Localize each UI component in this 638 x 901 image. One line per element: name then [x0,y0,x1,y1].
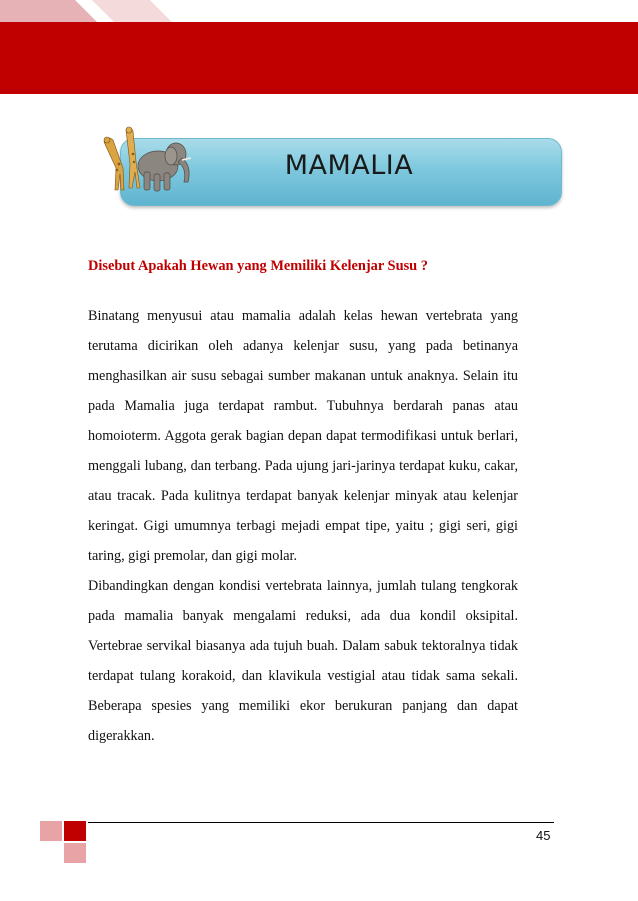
paragraph: Binatang menyusui atau mamalia adalah kelas hewan vertebrata yang terutama dicirikan oleh adanya kelenjar susu, yang pada betinanya menghasilkan air susu sebagai sumber makanan untuk anaknya. Selain itu pada Mamalia juga terdapat rambut. Tubuhnya berdarah panas atau homoioterm. Aggota gerak bagian depan dapat termodifikasi untuk berlari, menggali lubang, dan terbang. Pada ujung jari-jarinya terdapat kuku, cakar, atau tracak. Pada kulitnya terdapat banyak kelenjar minyak atau kelenjar keringat. Gigi umumnya terbagi mejadi empat tipe, yaitu ; gigi seri, gigi taring, gigi premolar, dan gigi molar. [88,308,518,564]
paragraph: Dibandingkan dengan kondisi vertebrata lainnya, jumlah tulang tengkorak pada mamalia banyak mengalami reduksi, ada dua kondil oksipital. Vertebrae servikal biasanya ada tujuh buah. Dalam sabuk tektoralnya tidak terdapat tulang korakoid, dan klavikula vestigial atau tidak sama sekali. Beberapa spesies yang memiliki ekor berukuran panjang dan dapat digerakkan. [88,578,518,744]
footer-rule [88,822,554,823]
header-band [0,0,638,94]
chapter-title: MAMALIA [284,150,414,181]
body-text [88,301,518,751]
giraffe-elephant-icon [96,124,196,196]
footer-squares [40,821,88,865]
page-number: 45 [536,828,551,843]
section-heading: Disebut Apakah Hewan yang Memiliki Kelenjar Susu ? [88,258,428,274]
